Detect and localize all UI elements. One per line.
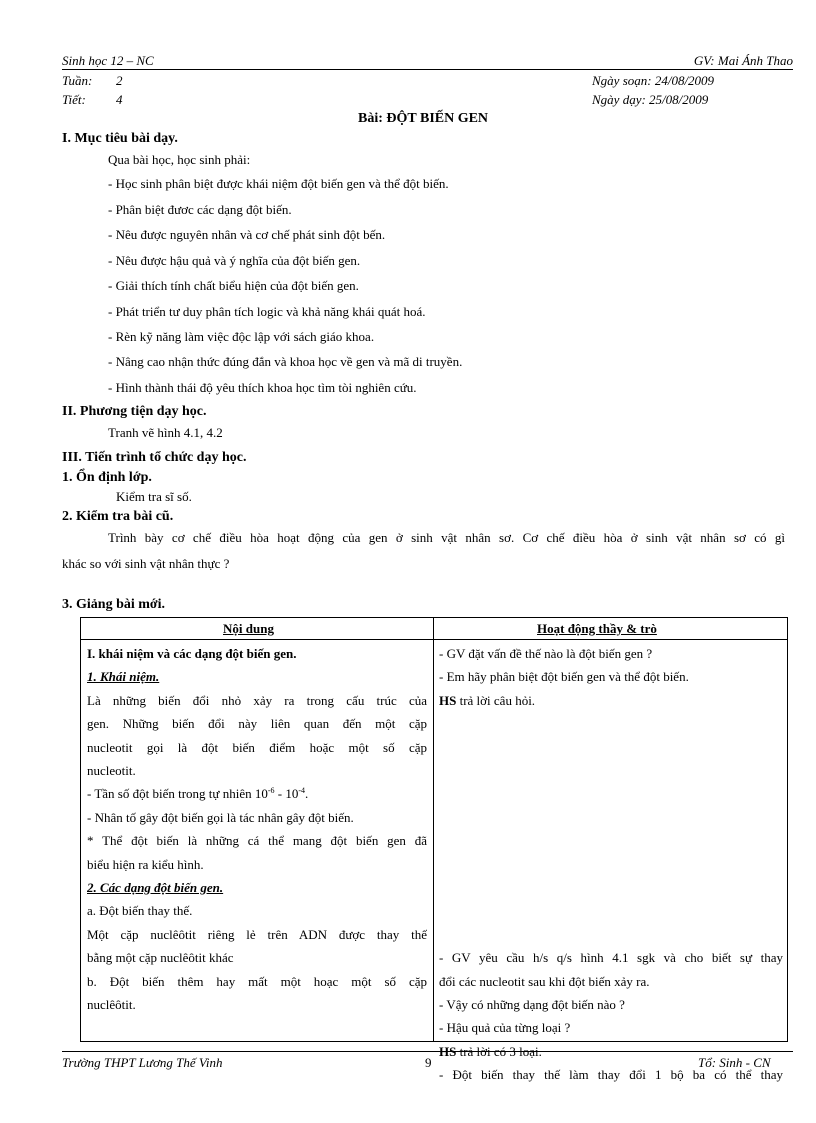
mutation-frequency	[87, 782, 427, 805]
frequency-exponent: -4	[298, 786, 306, 796]
week-label: Tuần:	[62, 73, 93, 88]
activity-line: - GV yêu cầu h/s q/s hình 4.1 sgk và cho biết sự thay	[439, 950, 783, 966]
section1-heading: I. Mục tiêu bài dạy.	[62, 131, 178, 146]
footer-page-number: 9	[425, 1055, 432, 1070]
frequency-exponent: -6	[267, 786, 275, 796]
section3-heading: III. Tiến trình tổ chức dạy học.	[62, 450, 247, 465]
content-heading: I. khái niệm và các dạng đột biến gen.	[87, 646, 297, 661]
content-paragraph-line: Là những biến đổi nhỏ xảy ra trong cấu trúc của	[87, 692, 427, 708]
old-lesson-question-line2: khác so với sinh vật nhân thực ?	[62, 556, 230, 571]
activity-line: đổi các nucleotit sau khi đột biến xảy ra.	[439, 973, 650, 989]
table-activities-column	[439, 642, 783, 1087]
objective-item: - Nêu được hậu quả và ý nghĩa của đột biến gen.	[108, 253, 361, 268]
table-header-divider	[81, 639, 787, 640]
objective-item: - Phát triển tư duy phân tích logic và khả năng khái quát hoá.	[108, 304, 426, 319]
activity-hs-label: HS	[439, 1043, 457, 1059]
subsection1-heading-text: 1. Ổn định lớp.	[62, 470, 152, 485]
objective-item: - Giải thích tính chất biểu hiện của đột biến gen.	[108, 278, 359, 293]
content-mutant-line: * Thể đột biến là những cá thể mang đột biến gen đã	[87, 833, 427, 849]
old-lesson-question-line1: Trình bày cơ chế điều hòa hoạt động của gen ở sinh vật nhân sơ. Cơ chế điều hòa ở sinh vật nhân sơ có gì	[108, 530, 785, 545]
activity-line: - Hậu quả của từng loại ?	[439, 1020, 571, 1036]
content-subheading-types: 2. Các dạng đột biến gen.	[87, 880, 224, 896]
prep-date: Ngày soạn: 24/08/2009	[592, 73, 715, 88]
activity-line: - GV đặt vấn đề thế nào là đột biến gen ?	[439, 646, 653, 661]
activity-line: - Em hãy phân biệt đột biến gen và thể đột biến.	[439, 669, 689, 685]
footer-divider	[62, 1051, 793, 1052]
table-header-content: Nội dung	[223, 621, 274, 636]
content-type-b-line: b. Đột biến thêm hay mất một hoạc một số cặp	[87, 973, 427, 989]
activity-hs-text: trả lời có 3 loại.	[456, 1043, 542, 1059]
subsection1-text: Kiểm tra sĩ số.	[116, 489, 192, 504]
objective-item: - Hình thành thái độ yêu thích khoa học tìm tòi nghiên cứu.	[108, 380, 417, 395]
content-type-b-line: nuclêôtit.	[87, 997, 136, 1013]
period-value: 4	[116, 92, 123, 107]
header-teacher: GV: Mai Ánh Thao	[693, 53, 793, 68]
activity-line	[439, 689, 783, 712]
content-type-a-line: Một cặp nuclêôtit riêng lẻ trên ADN được thay thế	[87, 926, 427, 942]
activity-line: - Vậy có những dạng đột biến nào ?	[439, 997, 625, 1013]
frequency-text: - Tần số đột biến trong tự nhiên 10	[87, 786, 268, 802]
frequency-text: .	[305, 786, 309, 802]
lesson-title: Bài: ĐỘT BIẾN GEN	[358, 111, 489, 126]
subsection2-heading: 2. Kiểm tra bài cũ.	[62, 509, 174, 524]
objective-item: - Nâng cao nhận thức đúng đắn và khoa học về gen và mã di truyền.	[108, 354, 463, 369]
subsection1-heading	[62, 470, 152, 486]
subsection3-heading: 3. Giảng bài mới.	[62, 597, 166, 612]
table-header-activities: Hoạt động thầy & trò	[537, 621, 657, 636]
period-label: Tiết:	[62, 92, 86, 107]
content-mutant-line: biểu hiện ra kiểu hình.	[87, 856, 204, 872]
content-paragraph-line: gen. Những biến đổi này liên quan đến một cặp	[87, 716, 427, 732]
header-divider	[62, 69, 793, 70]
content-paragraph-line: nucleotit gọi là đột biến điểm hoặc một số cặp	[87, 739, 427, 755]
content-agent-line: - Nhân tố gây đột biến gọi là tác nhân gây đột biến.	[87, 809, 354, 825]
content-subheading-concept: 1. Khái niệm.	[87, 669, 160, 685]
frequency-text: - 10	[274, 786, 299, 802]
week-value: 2	[116, 73, 123, 88]
activity-hs-text: trả lời câu hỏi.	[456, 692, 536, 708]
content-type-a-line: bằng một cặp nuclêôtit khác	[87, 950, 234, 966]
table-column-divider	[433, 618, 434, 1041]
activity-spacer	[439, 712, 783, 946]
section2-heading: II. Phương tiện dạy học.	[62, 404, 207, 419]
content-type-a: a. Đột biến thay thế.	[87, 903, 193, 919]
objective-item: - Nêu được nguyên nhân và cơ chế phát sinh đột bến.	[108, 227, 386, 242]
activity-line: - Đột biến thay thế làm thay đổi 1 bộ ba có thể thay	[439, 1067, 783, 1083]
activity-hs-label: HS	[439, 692, 457, 708]
objective-item: - Rèn kỹ năng làm việc độc lập với sách giáo khoa.	[108, 329, 375, 344]
table-content-column	[87, 642, 427, 1017]
objective-item: - Học sinh phân biệt được khái niệm đột biến gen và thể đột biến.	[108, 176, 449, 191]
teach-date: Ngày dạy: 25/08/2009	[592, 92, 709, 107]
footer-department: Tổ: Sinh - CN	[698, 1055, 771, 1070]
header-subject: Sinh học 12 – NC	[62, 53, 154, 68]
footer-school: Trường THPT Lương Thế Vinh	[62, 1055, 223, 1070]
content-paragraph-line: nucleotit.	[87, 763, 136, 779]
objective-item: - Phân biệt đươc các dạng đột biến.	[108, 202, 292, 217]
section1-intro: Qua bài học, học sinh phải:	[108, 152, 251, 167]
section2-text: Tranh vẽ hình 4.1, 4.2	[108, 425, 223, 440]
